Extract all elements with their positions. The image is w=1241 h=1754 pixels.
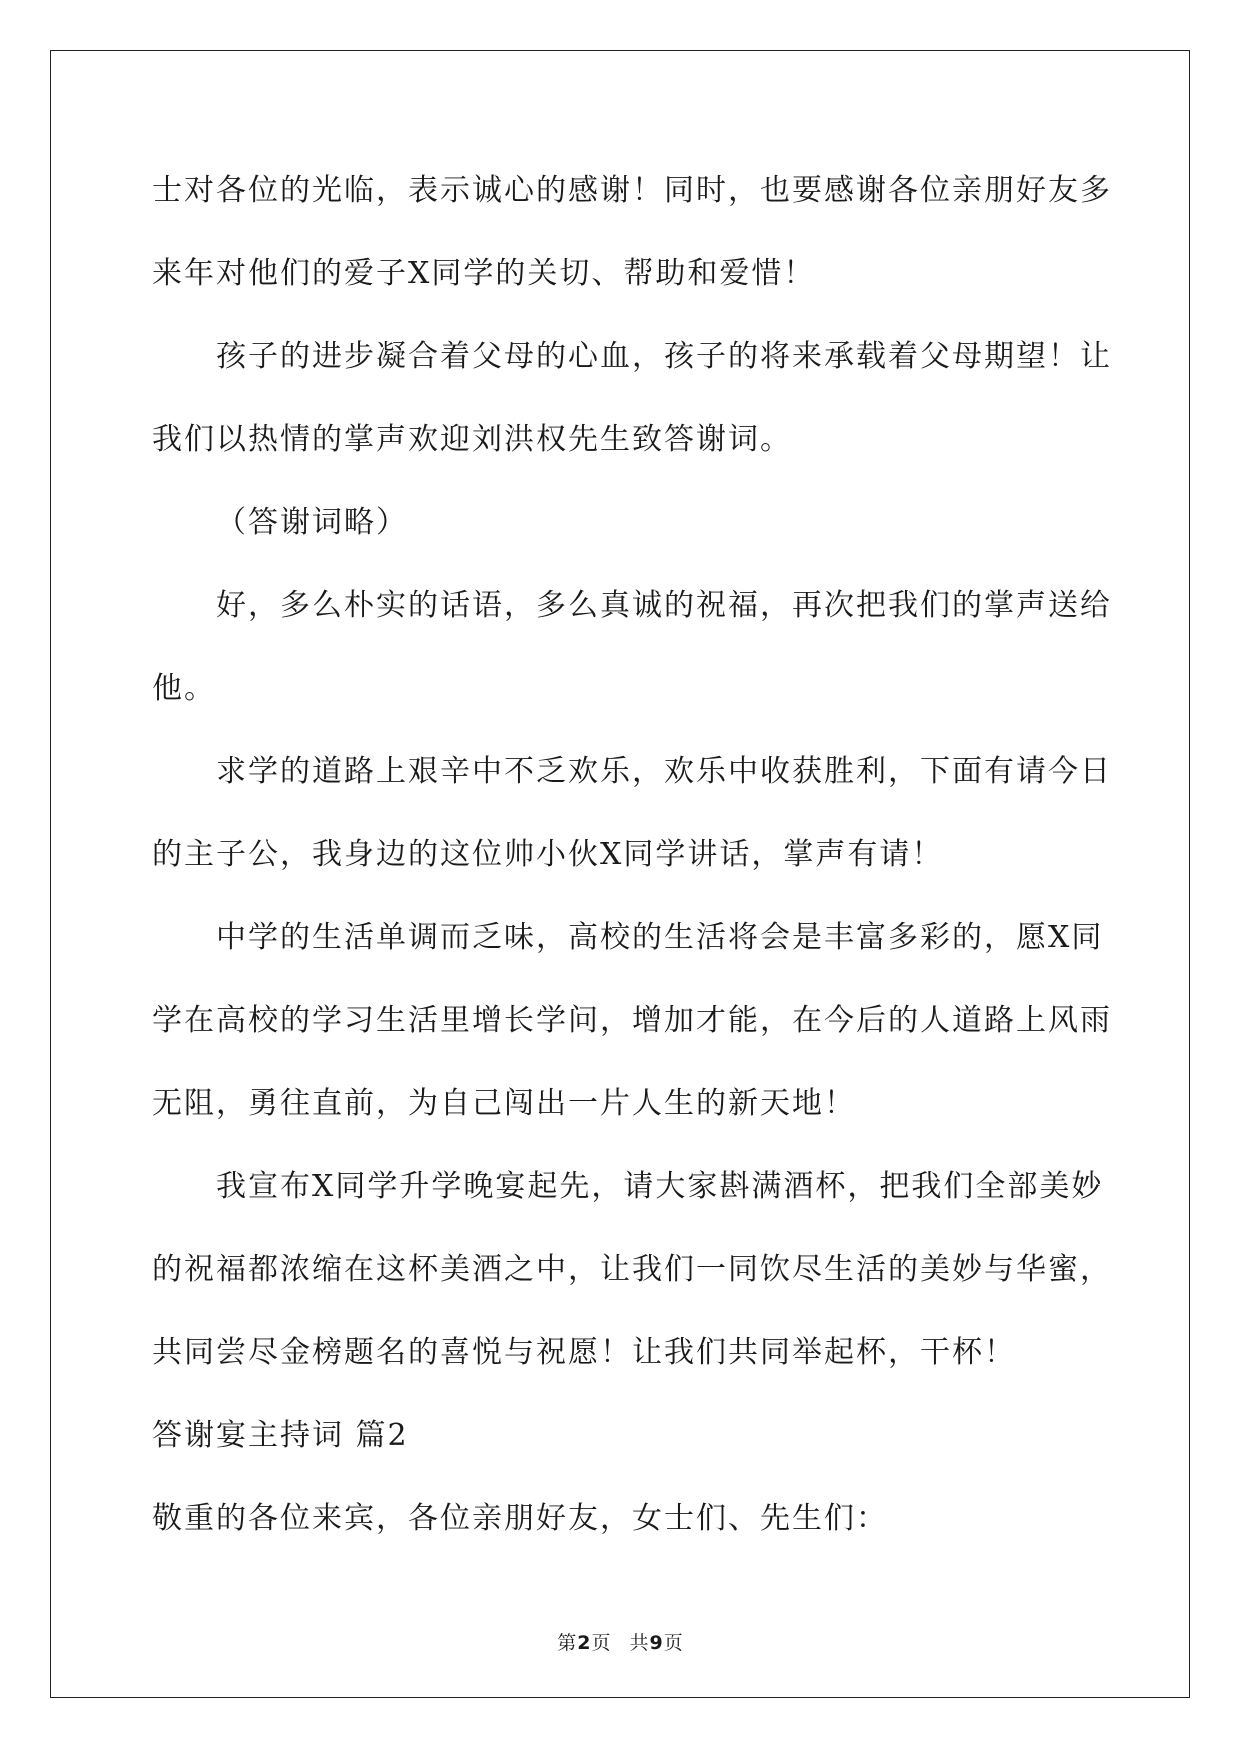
document-body (152, 160, 1112, 1571)
body-line: 求学的道路上艰辛中不乏欢乐，欢乐中收获胜利，下面有请今日 (216, 754, 1112, 789)
body-line: 孩子的进步凝合着父母的心血，孩子的将来承载着父母期望！让 (216, 339, 1112, 374)
total-page-count: 9 (649, 1632, 664, 1654)
total-label-suffix: 页 (663, 1632, 684, 1654)
body-line: 无阻，勇往直前，为自己闯出一片人生的新天地！ (152, 1086, 856, 1121)
page-label-prefix: 第 (557, 1632, 578, 1654)
body-line: 来年对他们的爱子X同学的关切、帮助和爱惜！ (152, 256, 816, 291)
current-page-number: 2 (577, 1632, 592, 1654)
body-line: 我们以热情的掌声欢迎刘洪权先生致答谢词。 (152, 422, 792, 457)
body-line: 学在高校的学习生活里增长学问，增加才能，在今后的人道路上风雨 (152, 1003, 1112, 1038)
body-line: 共同尝尽金榜题名的喜悦与祝愿！让我们共同举起杯，干杯！ (152, 1335, 1016, 1370)
page-footer (0, 1628, 1241, 1655)
page-label-suffix: 页 (591, 1632, 612, 1654)
section-heading: 答谢宴主持词 篇2 (152, 1418, 409, 1453)
body-line: 的祝福都浓缩在这杯美酒之中，让我们一同饮尽生活的美妙与华蜜， (152, 1252, 1112, 1287)
total-label-prefix: 共 (629, 1632, 650, 1654)
body-line: 中学的生活单调而乏味，高校的生活将会是丰富多彩的，愿X同 (216, 920, 1104, 955)
body-line: 的主子公，我身边的这位帅小伙X同学讲话，掌声有请！ (152, 837, 944, 872)
body-line: 敬重的各位来宾，各位亲朋好友，女士们、先生们： (152, 1501, 888, 1536)
body-line: 他。 (152, 671, 216, 706)
body-line: 我宣布X同学升学晚宴起先，请大家斟满酒杯，把我们全部美妙 (216, 1169, 1104, 1204)
body-line: 士对各位的光临，表示诚心的感谢！同时，也要感谢各位亲朋好友多 (152, 173, 1112, 208)
body-line: 好，多么朴实的话语，多么真诚的祝福，再次把我们的掌声送给 (216, 588, 1112, 623)
body-line: （答谢词略） (216, 505, 408, 540)
